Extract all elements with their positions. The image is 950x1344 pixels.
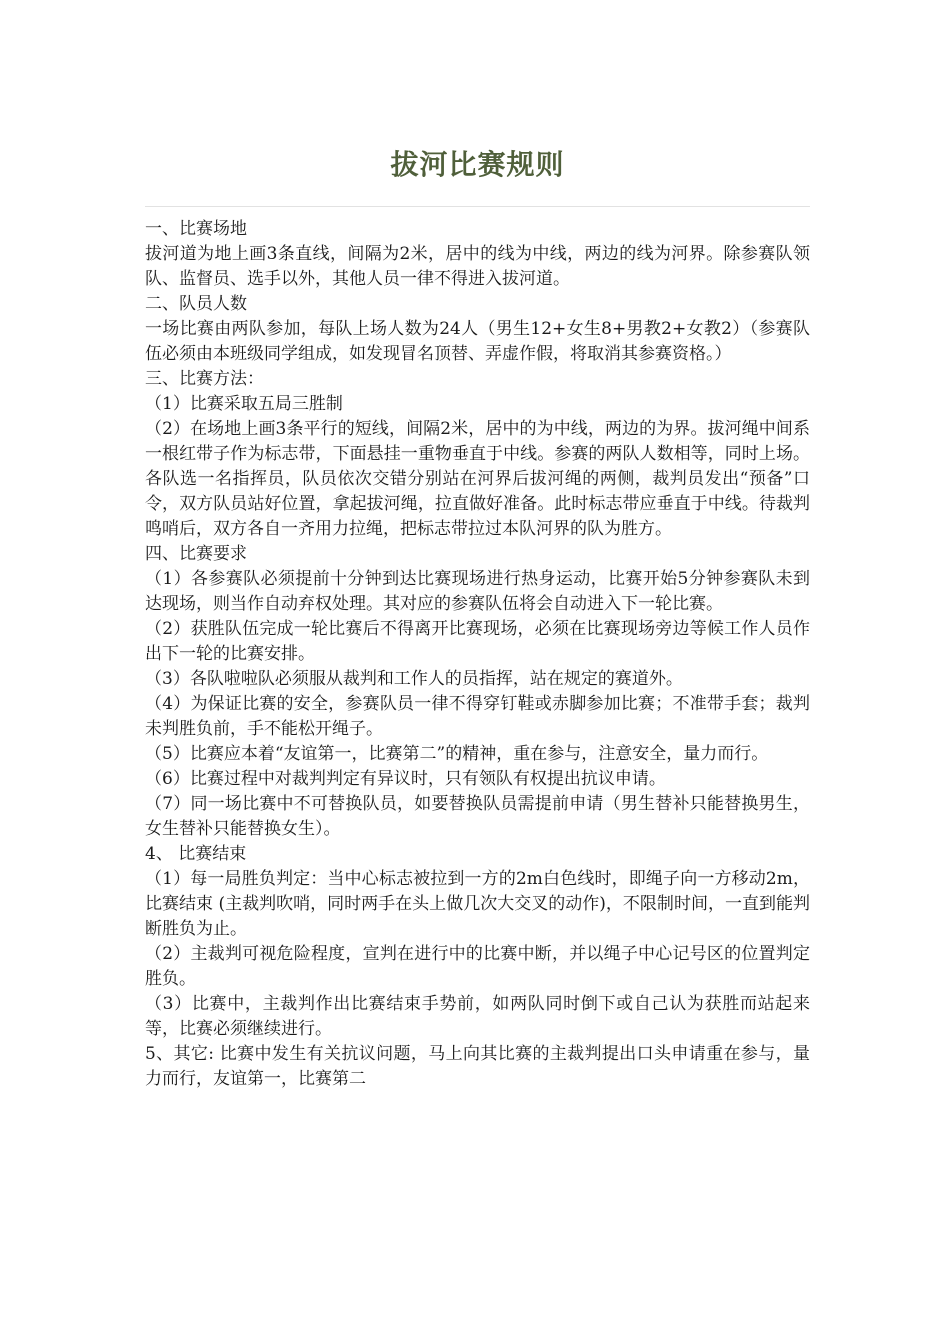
paragraph: （5）比赛应本着“友谊第一，比赛第二”的精神，重在参与，注意安全，量力而行。 bbox=[145, 744, 769, 764]
paragraph: （7）同一场比赛中不可替换队员，如要替换队员需提前申请（男生替补只能替换男生，女生替补只能替换女生）。 bbox=[145, 794, 810, 839]
paragraph: 拔河道为地上画3条直线，间隔为2米，居中的线为中线，两边的线为河界。除参赛队领队、监督员、选手以外，其他人员一律不得进入拔河道。 bbox=[145, 244, 810, 289]
document-page bbox=[145, 0, 810, 1092]
paragraph: （3）比赛中，主裁判作出比赛结束手势前，如两队同时倒下或自己认为获胜而站起来等，比赛必须继续进行。 bbox=[145, 994, 810, 1039]
paragraph: （2）主裁判可视危险程度，宣判在进行中的比赛中断，并以绳子中心记号区的位置判定胜负。 bbox=[145, 944, 810, 989]
section-heading-venue: 一、比赛场地 bbox=[145, 219, 247, 239]
paragraph: （4）为保证比赛的安全，参赛队员一律不得穿钉鞋或赤脚参加比赛；不准带手套；裁判未判胜负前，手不能松开绳子。 bbox=[145, 694, 810, 739]
document-body bbox=[145, 217, 810, 1092]
paragraph: （3）各队啦啦队必须服从裁判和工作人的员指挥，站在规定的赛道外。 bbox=[145, 669, 683, 689]
paragraph: 5、其它: 比赛中发生有关抗议问题，马上向其比赛的主裁判提出口头申请重在参与，量力而行，友谊第一，比赛第二 bbox=[145, 1044, 810, 1089]
paragraph: （2）获胜队伍完成一轮比赛后不得离开比赛现场，必须在比赛现场旁边等候工作人员作出下一轮的比赛安排。 bbox=[145, 619, 810, 664]
paragraph: 一场比赛由两队参加，每队上场人数为24人（男生12+女生8+男教2+女教2）（参赛队伍必须由本班级同学组成，如发现冒名顶替、弄虚作假，将取消其参赛资格。） bbox=[145, 319, 810, 364]
paragraph: （2）在场地上画3条平行的短线，间隔2米，居中的为中线，两边的为界。拔河绳中间系一根红带子作为标志带，下面悬挂一重物垂直于中线。参赛的两队人数相等，同时上场。各队选一名指挥员，队员依次交错分别站在河界后拔河绳的两侧，裁判员发出“预备”口令，双方队员站好位置，拿起拔河绳，拉直做好准备。此时标志带应垂直于中线。待裁判鸣哨后，双方各自一齐用力拉绳，把标志带拉过本队河界的队为胜方。 bbox=[145, 419, 810, 539]
paragraph: （1）各参赛队必须提前十分钟到达比赛现场进行热身运动，比赛开始5分钟参赛队未到达现场，则当作自动弃权处理。其对应的参赛队伍将会自动进入下一轮比赛。 bbox=[145, 569, 810, 614]
document-title: 拔河比赛规则 bbox=[390, 148, 565, 181]
section-heading-end: 4、 比赛结束 bbox=[145, 844, 247, 864]
section-heading-requirements: 四、比赛要求 bbox=[145, 544, 247, 564]
paragraph: （6）比赛过程中对裁判判定有异议时，只有领队有权提出抗议申请。 bbox=[145, 769, 666, 789]
section-heading-team-size: 二、队员人数 bbox=[145, 294, 247, 314]
section-heading-method: 三、比赛方法： bbox=[145, 369, 264, 389]
title-divider bbox=[145, 206, 810, 207]
paragraph: （1）每一局胜负判定：当中心标志被拉到一方的2m白色线时，即绳子向一方移动2m，比赛结束 (主裁判吹哨，同时两手在头上做几次大交叉的动作)，不限制时间，一直到能判断胜负为止。 bbox=[145, 869, 810, 939]
paragraph: （1）比赛采取五局三胜制 bbox=[145, 394, 343, 414]
